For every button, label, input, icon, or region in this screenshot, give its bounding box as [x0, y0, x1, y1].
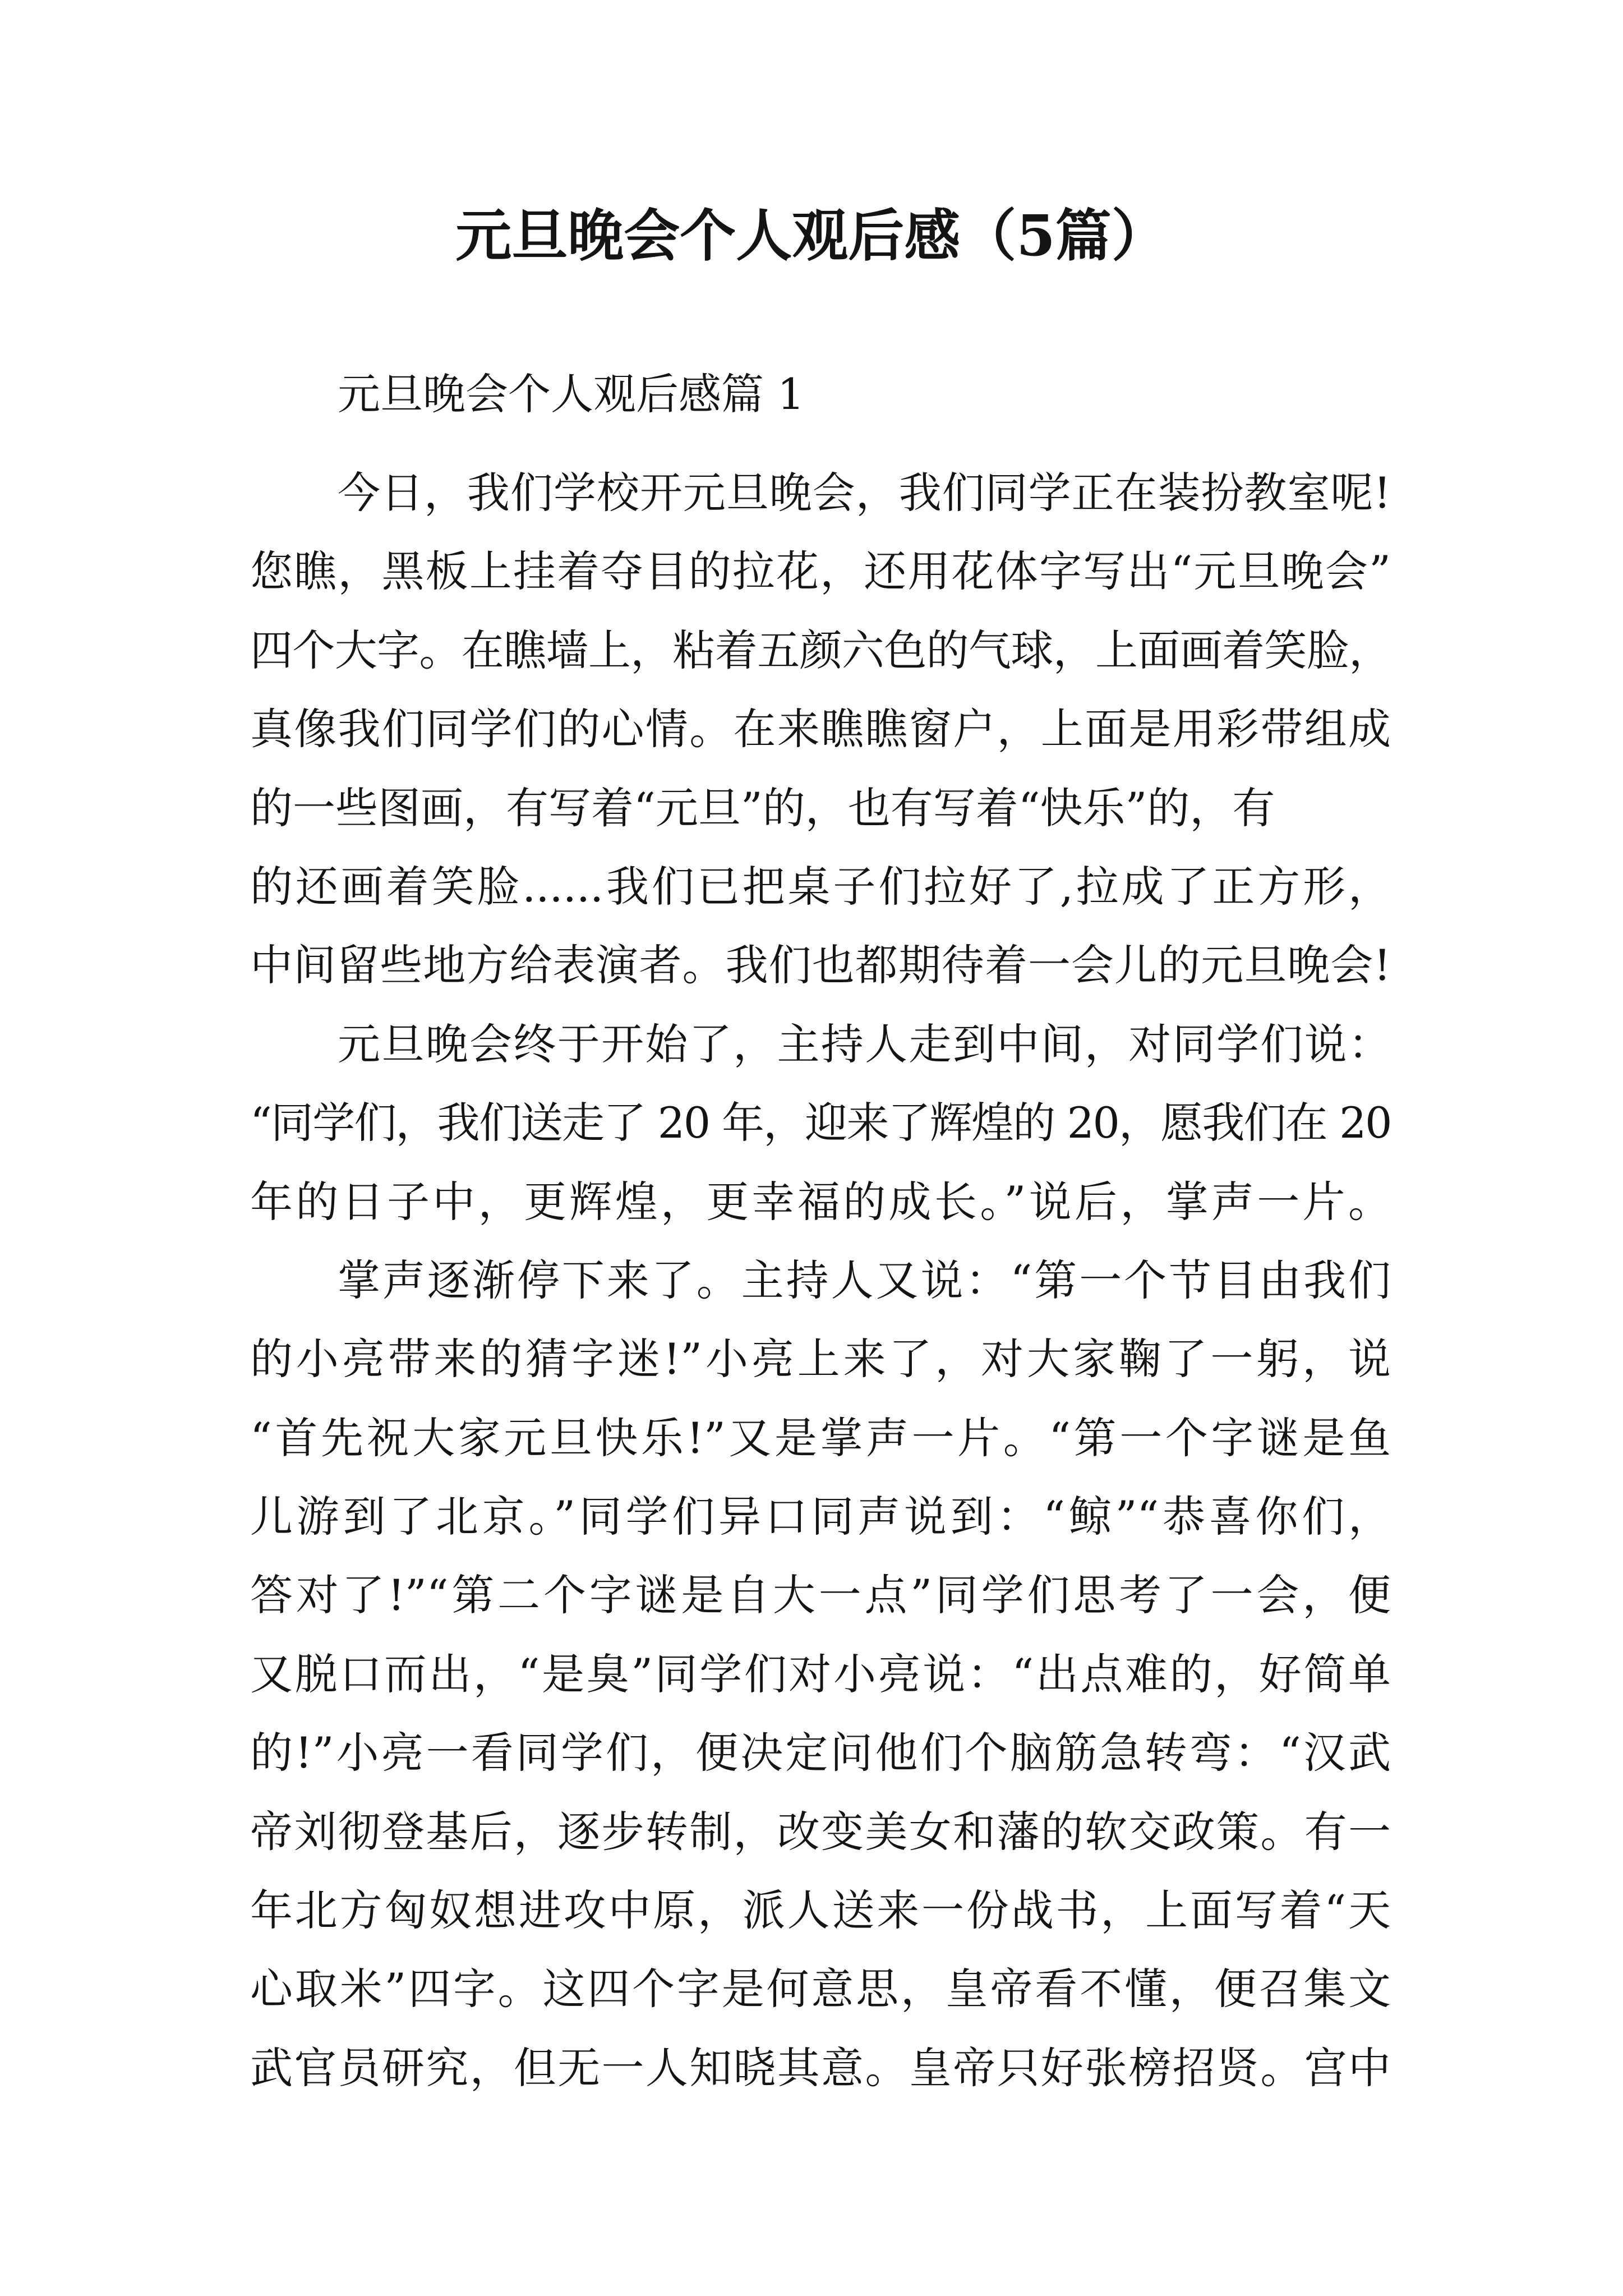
document-title: 元旦晚会个人观后感（5篇） [455, 203, 1168, 269]
text-line: 元旦晚会终于开始了，主持人走到中间，对同学们说： [338, 1019, 1391, 1069]
text-line: 武官员研究，但无一人知晓其意。皇帝只好张榜招贤。宫中 [250, 2042, 1391, 2093]
paragraph-2 [250, 1005, 1391, 1241]
text-line: 的小亮带来的猜字迷!”小亮上来了，对大家鞠了一躬，说 [250, 1334, 1391, 1384]
text-line: 您瞧，黑板上挂着夺目的拉花，还用花体字写出“元旦晚会” [250, 546, 1391, 597]
text-line: 四个大字。在瞧墙上，粘着五颜六色的气球，上面画着笑脸， [250, 625, 1391, 675]
text-line: 答对了!”“第二个字谜是自大一点”同学们思考了一会，便 [250, 1570, 1391, 1621]
paragraph-1 [250, 454, 1391, 1005]
text-line: 又脱口而出，“是臭”同学们对小亮说：“出点难的，好简单 [250, 1649, 1391, 1699]
text-line: 的一些图画，有写着“元旦”的，也有写着“快乐”的，有 [250, 783, 1275, 833]
text-line: 真像我们同学们的心情。在来瞧瞧窗户，上面是用彩带组成 [250, 704, 1391, 754]
paragraph-3 [250, 1241, 1391, 2108]
text-line: 年北方匈奴想进攻中原，派人送来一份战书，上面写着“天 [250, 1885, 1391, 1936]
text-line: 帝刘彻登基后，逐步转制，改变美女和藩的软交政策。有一 [250, 1806, 1391, 1857]
section-heading: 元旦晚会个人观后感篇 1 [338, 369, 805, 419]
text-line: 今日，我们学校开元旦晚会，我们同学正在装扮教室呢! [338, 468, 1391, 518]
text-line: 儿游到了北京。”同学们异口同声说到：“鲸”“恭喜你们， [250, 1492, 1391, 1542]
text-line: 掌声逐渐停下来了。主持人又说：“第一个节目由我们 [338, 1255, 1391, 1305]
text-line: “首先祝大家元旦快乐!”又是掌声一片。“第一个字谜是鱼 [250, 1412, 1391, 1463]
text-line: 中间留些地方给表演者。我们也都期待着一会儿的元旦晚会! [250, 940, 1391, 991]
text-line: “同学们，我们送走了 20 年，迎来了辉煌的 20，愿我们在 20 [250, 1098, 1391, 1148]
text-line: 的还画着笑脸......我们已把桌子们拉好了,拉成了正方形， [250, 861, 1391, 912]
text-line: 心取米”四字。这四个字是何意思，皇帝看不懂，便召集文 [250, 1964, 1391, 2014]
text-line: 年的日子中，更辉煌，更幸福的成长。”说后，掌声一片。 [250, 1176, 1391, 1227]
body-text [250, 454, 1391, 2108]
text-line: 的!”小亮一看同学们，便决定问他们个脑筋急转弯：“汉武 [250, 1728, 1391, 1778]
